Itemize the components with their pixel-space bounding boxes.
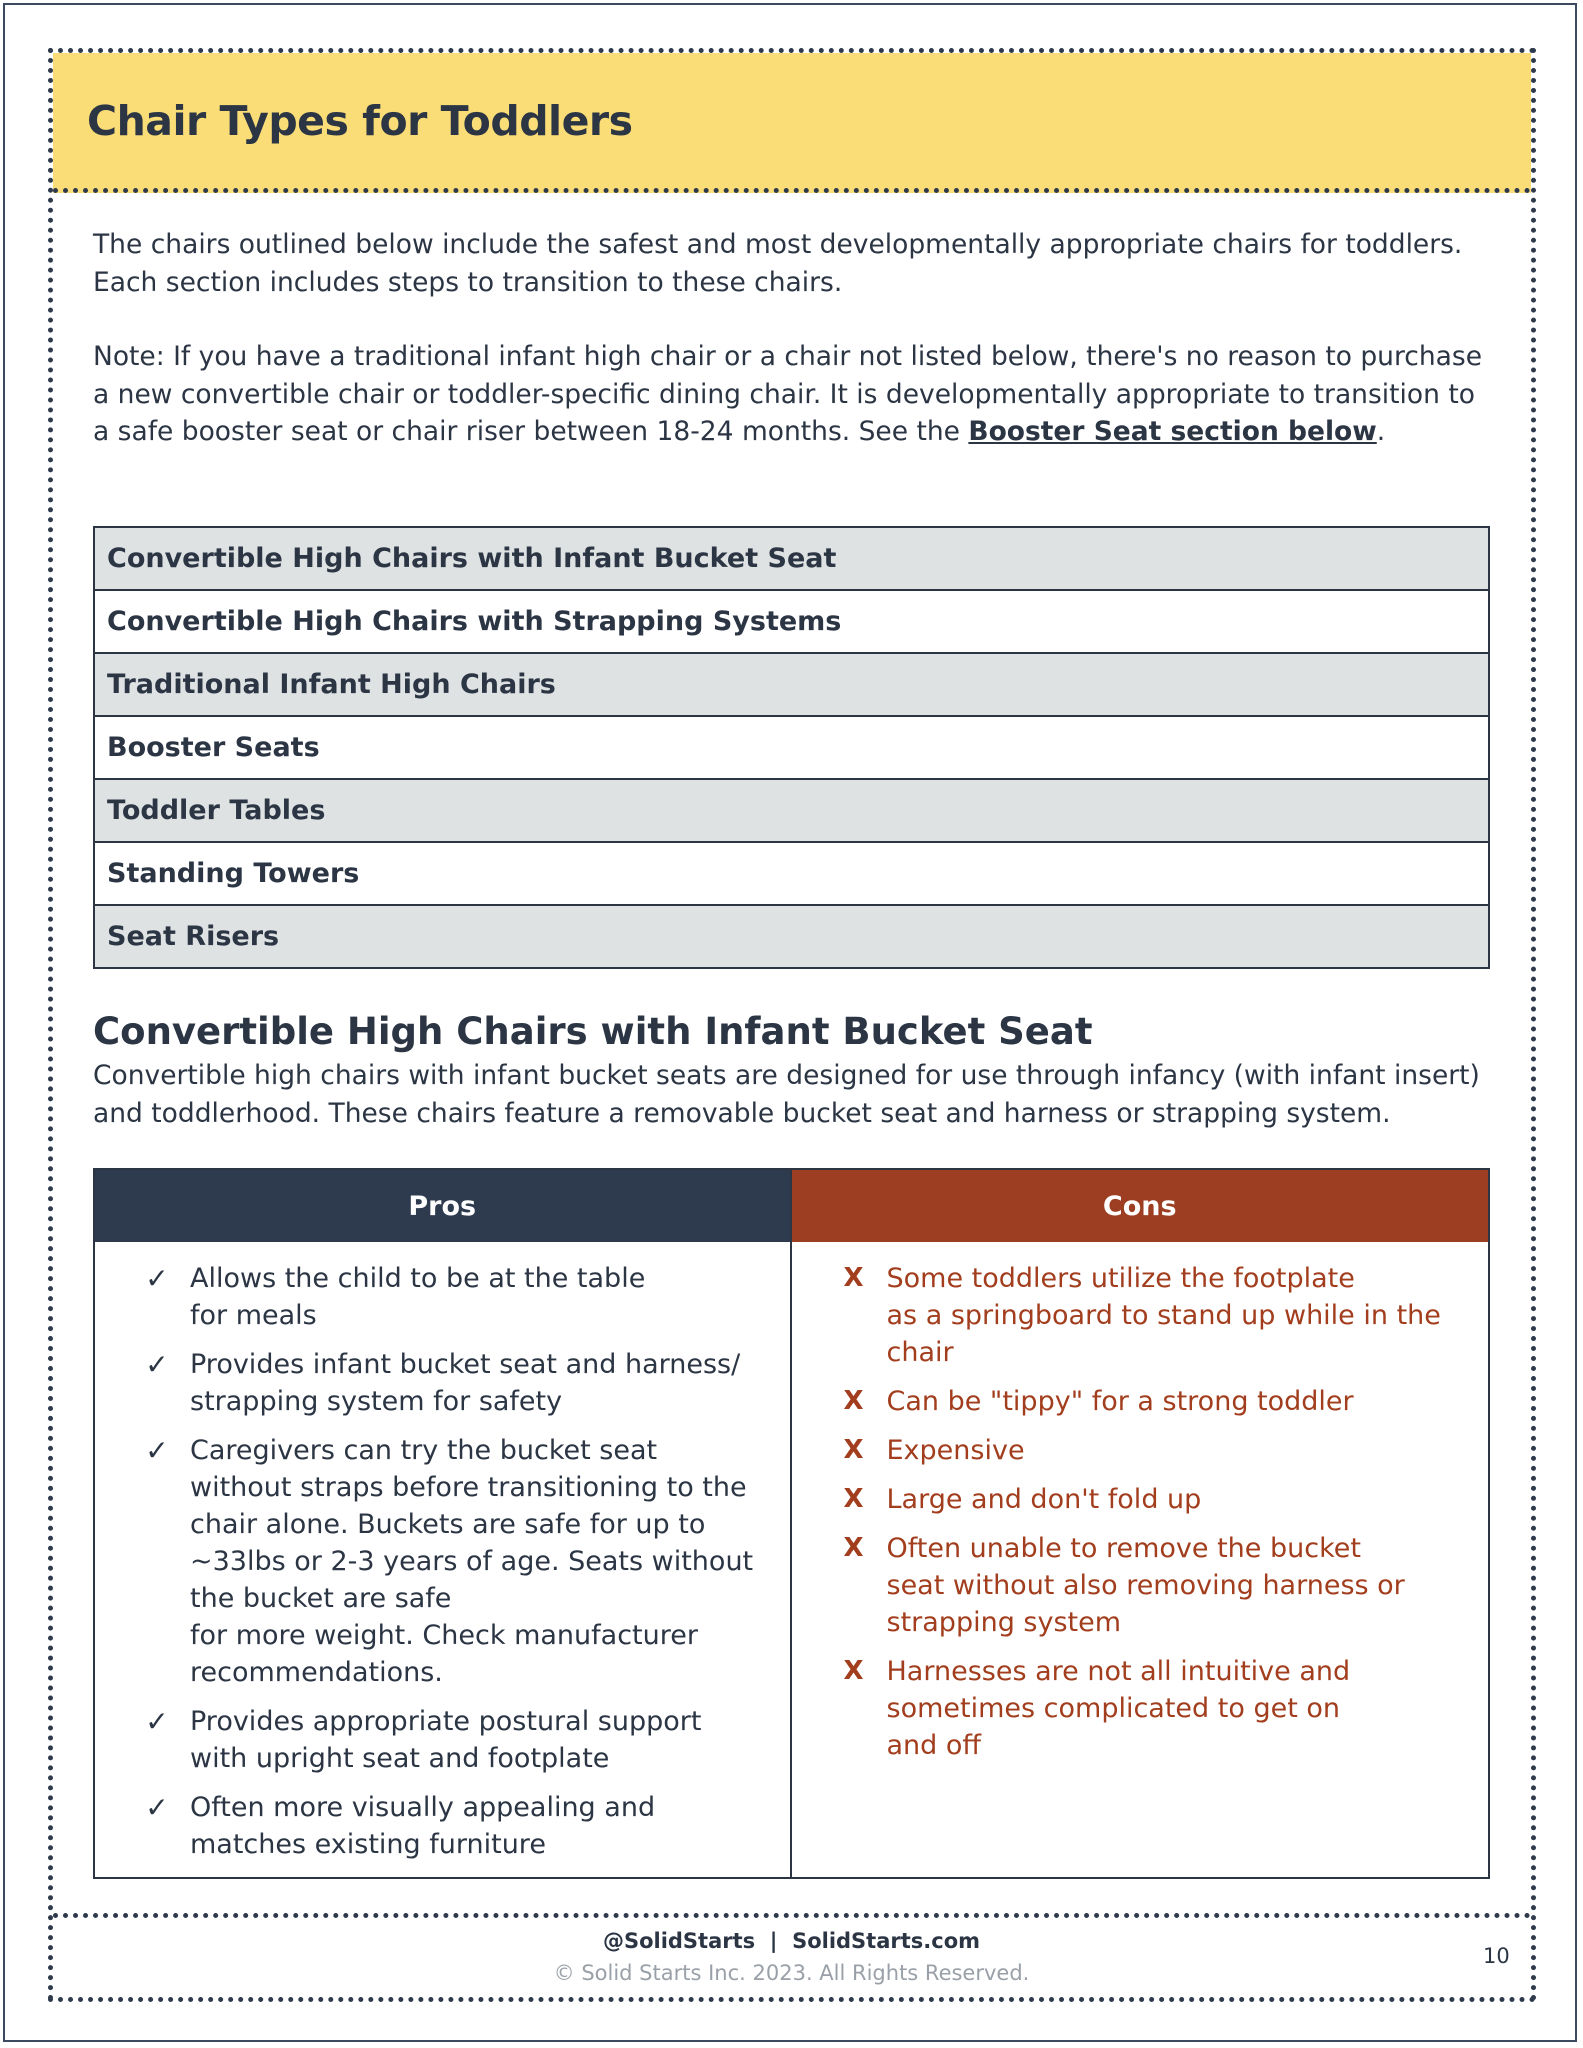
pros-column <box>95 1170 792 1877</box>
footer-handles: @SolidStarts | SolidStarts.com <box>602 1929 981 1953</box>
toc-row-toddler-tables[interactable]: Toddler Tables <box>95 780 1488 843</box>
pro-item-text: Allows the child to be at the table for meals <box>190 1263 646 1331</box>
intro-paragraph-2 <box>93 338 1493 451</box>
chair-types-table <box>93 526 1490 969</box>
toc-row-convertible-bucket[interactable]: Convertible High Chairs with Infant Bucket Seat <box>95 528 1488 591</box>
con-item-text: Can be "tippy" for a strong toddler <box>886 1386 1354 1417</box>
toc-row-booster-seats[interactable]: Booster Seats <box>95 717 1488 780</box>
section-description: Convertible high chairs with infant bucket seats are designed for use through infancy (with infant insert) and toddlerhood. These chairs feature a removable bucket seat and harness or strapping system. <box>93 1060 1480 1129</box>
x-icon: X <box>843 1263 864 1293</box>
con-item <box>792 1383 1459 1420</box>
pro-item <box>95 1346 760 1420</box>
toc-row-seat-risers[interactable]: Seat Risers <box>95 906 1488 967</box>
con-item-text: Often unable to remove the bucket seat without also removing harness or strapping system <box>886 1533 1405 1638</box>
pros-list <box>95 1242 790 1863</box>
pro-item <box>95 1432 760 1691</box>
intro-note-text: Note: If you have a traditional infant high chair or a chair not listed below, there's no reason to purchase a new convertible chair or toddler-specific dining chair. It is developmentally appropriate to transition to a safe booster seat or chair riser between 18-24 months. See the <box>93 341 1482 447</box>
checkmark-icon: ✓ <box>145 1791 169 1824</box>
con-item <box>792 1260 1459 1371</box>
footer-copyright: © Solid Starts Inc. 2023. All Rights Reserved. <box>553 1961 1030 1985</box>
x-icon: X <box>843 1533 864 1563</box>
checkmark-icon: ✓ <box>145 1348 169 1381</box>
cons-list <box>792 1242 1489 1764</box>
pro-item-text: Often more visually appealing and matches existing furniture <box>190 1792 656 1860</box>
pros-header: Pros <box>95 1170 790 1242</box>
toc-row-convertible-strapping[interactable]: Convertible High Chairs with Strapping Systems <box>95 591 1488 654</box>
cons-header: Cons <box>792 1170 1489 1242</box>
checkmark-icon: ✓ <box>145 1705 169 1738</box>
intro-text <box>93 226 1493 488</box>
pro-item-text: Provides appropriate postural support with upright seat and footplate <box>190 1706 702 1774</box>
x-icon: X <box>843 1386 864 1416</box>
x-icon: X <box>843 1484 864 1514</box>
con-item <box>792 1530 1459 1641</box>
con-item-text: Harnesses are not all intuitive and sometimes complicated to get on and off <box>886 1656 1351 1761</box>
checkmark-icon: ✓ <box>145 1262 169 1295</box>
footer-divider <box>53 1913 1531 1918</box>
title-band <box>53 53 1531 193</box>
pro-item <box>95 1789 760 1863</box>
page-number: 10 <box>1483 1944 1510 1968</box>
con-item <box>792 1432 1459 1469</box>
con-item-text: Large and don't fold up <box>886 1484 1202 1515</box>
page-title: Chair Types for Toddlers <box>87 97 633 145</box>
pro-item <box>95 1260 760 1334</box>
pro-item <box>95 1703 760 1777</box>
toc-row-traditional-infant[interactable]: Traditional Infant High Chairs <box>95 654 1488 717</box>
con-item <box>792 1481 1459 1518</box>
pro-item-text: Caregivers can try the bucket seat without straps before transitioning to the chair alone. Buckets are safe for up to ~33lbs or 2-3 years of age. Seats without the bucket are safe for more weight. Check manufacturer recommendations. <box>190 1435 754 1688</box>
cons-column <box>792 1170 1489 1877</box>
x-icon: X <box>843 1435 864 1465</box>
booster-seat-link[interactable]: Booster Seat section below <box>968 416 1377 447</box>
x-icon: X <box>843 1656 864 1686</box>
toc-row-standing-towers[interactable]: Standing Towers <box>95 843 1488 906</box>
con-item-text: Some toddlers utilize the footplate as a springboard to stand up while in the chair <box>886 1263 1441 1368</box>
con-item <box>792 1653 1459 1764</box>
con-item-text: Expensive <box>886 1435 1025 1466</box>
pros-cons-table <box>93 1168 1490 1879</box>
pro-item-text: Provides infant bucket seat and harness/ strapping system for safety <box>190 1349 741 1417</box>
intro-note-end: . <box>1376 416 1386 447</box>
intro-paragraph-1: The chairs outlined below include the safest and most developmentally appropriate chairs for toddlers. Each section includes steps to transition to these chairs. <box>93 229 1463 298</box>
section-title: Convertible High Chairs with Infant Bucket Seat <box>93 1010 1093 1053</box>
checkmark-icon: ✓ <box>145 1434 169 1467</box>
